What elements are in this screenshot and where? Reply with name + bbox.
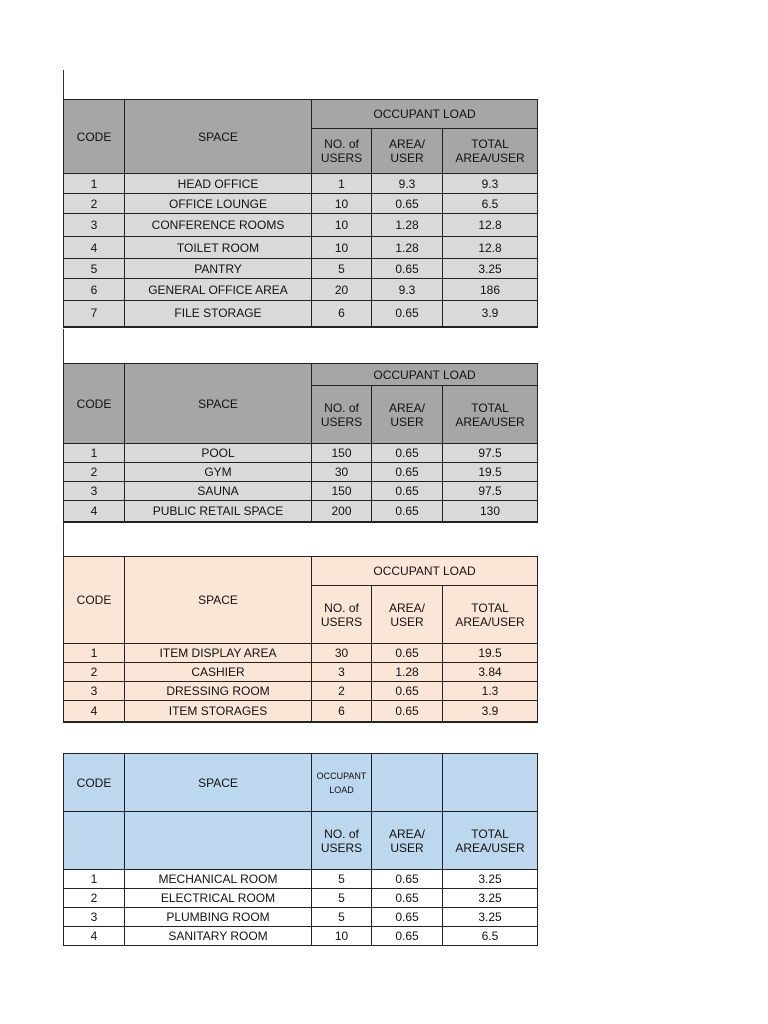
space-cell: CASHIER: [125, 663, 312, 682]
space-cell: TOILET ROOM: [125, 237, 312, 259]
column-divider-line: [63, 70, 64, 100]
total-cell: 186: [443, 279, 538, 301]
code-cell: 2: [64, 889, 125, 908]
empty-header-cell: [125, 812, 312, 870]
users-cell: 5: [312, 908, 372, 927]
table-row: [64, 279, 538, 301]
area-user-header: AREA/ USER: [372, 129, 443, 174]
space-header: SPACE: [125, 100, 312, 174]
empty-header-cell: [443, 754, 538, 812]
code-cell: 4: [64, 927, 125, 946]
code-cell: 1: [64, 444, 125, 463]
area-cell: 0.65: [372, 194, 443, 214]
users-cell: 10: [312, 214, 372, 237]
area-cell: 0.65: [372, 927, 443, 946]
space-cell: POOL: [125, 444, 312, 463]
area-user-header: AREA/ USER: [372, 812, 443, 870]
space-cell: GYM: [125, 463, 312, 482]
total-cell: 3.84: [443, 663, 538, 682]
total-cell: 6.5: [443, 194, 538, 214]
occupant-load-header: OCCUPANT LOAD: [312, 754, 372, 812]
users-cell: 20: [312, 279, 372, 301]
code-header: CODE: [64, 364, 125, 444]
space-header: SPACE: [125, 364, 312, 444]
users-cell: 5: [312, 870, 372, 889]
users-cell: 6: [312, 701, 372, 722]
table-row: [64, 682, 538, 701]
space-cell: ELECTRICAL ROOM: [125, 889, 312, 908]
column-divider-line: [63, 329, 64, 363]
space-cell: ITEM DISPLAY AREA: [125, 644, 312, 663]
code-cell: 4: [64, 501, 125, 522]
code-header: CODE: [64, 557, 125, 644]
users-cell: 1: [312, 174, 372, 194]
space-cell: DRESSING ROOM: [125, 682, 312, 701]
occupant-load-table-retail: [63, 556, 538, 723]
occupant-load-header: OCCUPANT LOAD: [312, 557, 538, 586]
users-cell: 3: [312, 663, 372, 682]
space-cell: HEAD OFFICE: [125, 174, 312, 194]
code-cell: 3: [64, 482, 125, 501]
code-cell: 1: [64, 644, 125, 663]
area-cell: 0.65: [372, 259, 443, 279]
table-row: [64, 908, 538, 927]
no-users-header: NO. of USERS: [312, 812, 372, 870]
area-cell: 1.28: [372, 237, 443, 259]
users-cell: 5: [312, 259, 372, 279]
occupant-load-table-office: [63, 99, 538, 328]
total-area-header: TOTAL AREA/USER: [443, 129, 538, 174]
total-cell: 130: [443, 501, 538, 522]
code-cell: 6: [64, 279, 125, 301]
code-header: CODE: [64, 100, 125, 174]
space-cell: PLUMBING ROOM: [125, 908, 312, 927]
no-users-header: NO. of USERS: [312, 386, 372, 444]
area-cell: 0.65: [372, 644, 443, 663]
space-cell: PUBLIC RETAIL SPACE: [125, 501, 312, 522]
no-users-header: NO. of USERS: [312, 129, 372, 174]
table-row: [64, 644, 538, 663]
code-cell: 2: [64, 663, 125, 682]
space-cell: SAUNA: [125, 482, 312, 501]
users-cell: 30: [312, 463, 372, 482]
users-cell: 10: [312, 194, 372, 214]
area-cell: 0.65: [372, 301, 443, 327]
table-row: [64, 463, 538, 482]
total-area-header: TOTAL AREA/USER: [443, 586, 538, 644]
code-cell: 5: [64, 259, 125, 279]
total-cell: 3.25: [443, 889, 538, 908]
users-cell: 5: [312, 889, 372, 908]
code-cell: 4: [64, 701, 125, 722]
area-cell: 1.28: [372, 214, 443, 237]
table-row: [64, 174, 538, 194]
total-cell: 19.5: [443, 463, 538, 482]
space-header: SPACE: [125, 754, 312, 812]
area-cell: 0.65: [372, 463, 443, 482]
total-cell: 19.5: [443, 644, 538, 663]
table-row: [64, 214, 538, 237]
no-users-header: NO. of USERS: [312, 586, 372, 644]
total-cell: 3.25: [443, 259, 538, 279]
table-row: [64, 927, 538, 946]
space-cell: SANITARY ROOM: [125, 927, 312, 946]
area-cell: 0.65: [372, 908, 443, 927]
total-cell: 1.3: [443, 682, 538, 701]
space-cell: MECHANICAL ROOM: [125, 870, 312, 889]
table-row: [64, 237, 538, 259]
users-cell: 150: [312, 482, 372, 501]
occupant-load-header: OCCUPANT LOAD: [312, 100, 538, 129]
total-cell: 9.3: [443, 174, 538, 194]
users-cell: 30: [312, 644, 372, 663]
empty-header-cell: [64, 812, 125, 870]
table-row: [64, 870, 538, 889]
table-row: [64, 259, 538, 279]
table-row: [64, 889, 538, 908]
area-cell: 9.3: [372, 279, 443, 301]
area-cell: 1.28: [372, 663, 443, 682]
space-cell: OFFICE LOUNGE: [125, 194, 312, 214]
space-cell: FILE STORAGE: [125, 301, 312, 327]
space-header: SPACE: [125, 557, 312, 644]
users-cell: 150: [312, 444, 372, 463]
total-cell: 97.5: [443, 482, 538, 501]
occupant-load-table-recreation: [63, 363, 538, 523]
table-row: [64, 501, 538, 522]
total-cell: 12.8: [443, 237, 538, 259]
table-row: [64, 194, 538, 214]
area-cell: 0.65: [372, 682, 443, 701]
area-cell: 0.65: [372, 444, 443, 463]
users-cell: 6: [312, 301, 372, 327]
total-area-header: TOTAL AREA/USER: [443, 812, 538, 870]
code-header: CODE: [64, 754, 125, 812]
total-cell: 97.5: [443, 444, 538, 463]
table-row: [64, 301, 538, 327]
code-cell: 3: [64, 908, 125, 927]
area-cell: 0.65: [372, 501, 443, 522]
code-cell: 2: [64, 463, 125, 482]
occupant-load-table-utility: [63, 753, 538, 946]
total-cell: 3.25: [443, 870, 538, 889]
occupant-load-header: OCCUPANT LOAD: [312, 364, 538, 386]
empty-header-cell: [372, 754, 443, 812]
space-cell: CONFERENCE ROOMS: [125, 214, 312, 237]
total-cell: 3.25: [443, 908, 538, 927]
table-row: [64, 444, 538, 463]
total-cell: 3.9: [443, 301, 538, 327]
total-area-header: TOTAL AREA/USER: [443, 386, 538, 444]
total-cell: 6.5: [443, 927, 538, 946]
code-cell: 3: [64, 682, 125, 701]
area-user-header: AREA/ USER: [372, 586, 443, 644]
users-cell: 10: [312, 927, 372, 946]
space-cell: ITEM STORAGES: [125, 701, 312, 722]
area-user-header: AREA/ USER: [372, 386, 443, 444]
column-divider-line: [63, 523, 64, 556]
area-cell: 0.65: [372, 482, 443, 501]
space-cell: GENERAL OFFICE AREA: [125, 279, 312, 301]
users-cell: 2: [312, 682, 372, 701]
table-row: [64, 482, 538, 501]
total-cell: 3.9: [443, 701, 538, 722]
code-cell: 4: [64, 237, 125, 259]
code-cell: 1: [64, 174, 125, 194]
space-cell: PANTRY: [125, 259, 312, 279]
area-cell: 9.3: [372, 174, 443, 194]
area-cell: 0.65: [372, 870, 443, 889]
code-cell: 2: [64, 194, 125, 214]
table-row: [64, 663, 538, 682]
code-cell: 3: [64, 214, 125, 237]
table-row: [64, 701, 538, 722]
code-cell: 1: [64, 870, 125, 889]
code-cell: 7: [64, 301, 125, 327]
total-cell: 12.8: [443, 214, 538, 237]
area-cell: 0.65: [372, 701, 443, 722]
users-cell: 200: [312, 501, 372, 522]
users-cell: 10: [312, 237, 372, 259]
area-cell: 0.65: [372, 889, 443, 908]
